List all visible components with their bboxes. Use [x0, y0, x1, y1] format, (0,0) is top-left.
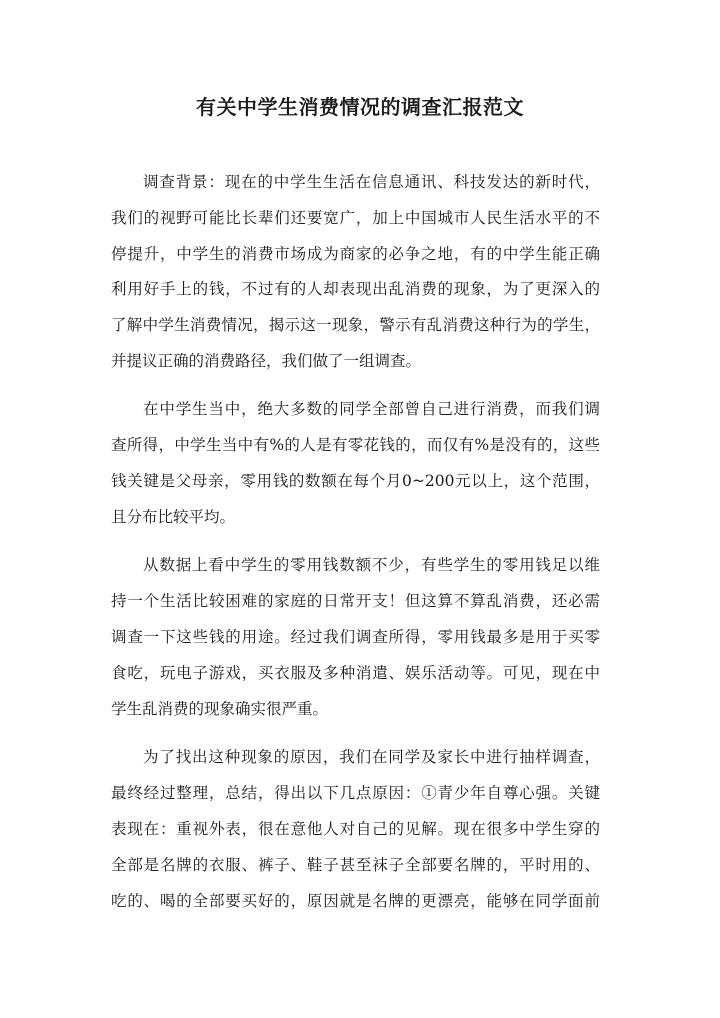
paragraph-4-line-3: 表现在：重视外表，很在意他人对自己的见解。现在很多中学生穿的: [111, 820, 600, 838]
paragraph-1-line-3: 停提升，中学生的消费市场成为商家的必争之地，有的中学生能正确: [111, 245, 600, 263]
paragraph-4-line-1: 为了找出这种现象的原因，我们在同学及家长中进行抽样调查，: [143, 748, 600, 766]
paragraph-2-line-1: 在中学生当中，绝大多数的同学全部曾自己进行消费，而我们调: [143, 400, 600, 418]
paragraph-1-line-4: 利用好手上的钱，不过有的人却表现出乱消费的现象，为了更深入的: [111, 280, 600, 298]
paragraph-3-line-5: 学生乱消费的现象确实很严重。: [111, 700, 329, 718]
paragraph-4-line-4: 全部是名牌的衣服、裤子、鞋子甚至袜子全部要名牌的，平时用的、: [111, 856, 600, 874]
paragraph-2-line-3: 钱关键是父母亲，零用钱的数额在每个月0~200元以上，这个范围，: [111, 472, 600, 490]
paragraph-3-line-2: 持一个生活比较困难的家庭的日常开支！但这算不算乱消费，还必需: [111, 592, 600, 610]
paragraph-3-line-1: 从数据上看中学生的零用钱数额不少，有些学生的零用钱足以维: [143, 556, 600, 574]
paragraph-2-line-4: 且分布比较平均。: [111, 508, 236, 526]
paragraph-4-line-2: 最终经过整理，总结，得出以下几点原因：①青少年自尊心强。关键: [111, 784, 600, 802]
paragraph-3-line-3: 调查一下这些钱的用途。经过我们调查所得，零用钱最多是用于买零: [111, 628, 600, 646]
paragraph-2-line-2: 查所得，中学生当中有%的人是有零花钱的，而仅有%是没有的，这些: [111, 436, 600, 454]
paragraph-4-line-5: 吃的、喝的全部要买好的，原因就是名牌的更漂亮，能够在同学面前: [111, 892, 600, 910]
paragraph-1-line-1: 调查背景：现在的中学生生活在信息通讯、科技发达的新时代，: [143, 173, 600, 191]
paragraph-3-line-4: 食吃，玩电子游戏，买衣服及多种消遣、娱乐活动等。可见，现在中: [111, 664, 600, 682]
paragraph-1-line-2: 我们的视野可能比长辈们还要宽广，加上中国城市人民生活水平的不: [111, 209, 600, 227]
document-title: 有关中学生消费情况的调查汇报范文: [196, 95, 524, 119]
paragraph-1-line-5: 了解中学生消费情况，揭示这一现象，警示有乱消费这种行为的学生，: [111, 316, 600, 334]
paragraph-1-line-6: 并提议正确的消费路径，我们做了一组调查。: [111, 352, 422, 370]
